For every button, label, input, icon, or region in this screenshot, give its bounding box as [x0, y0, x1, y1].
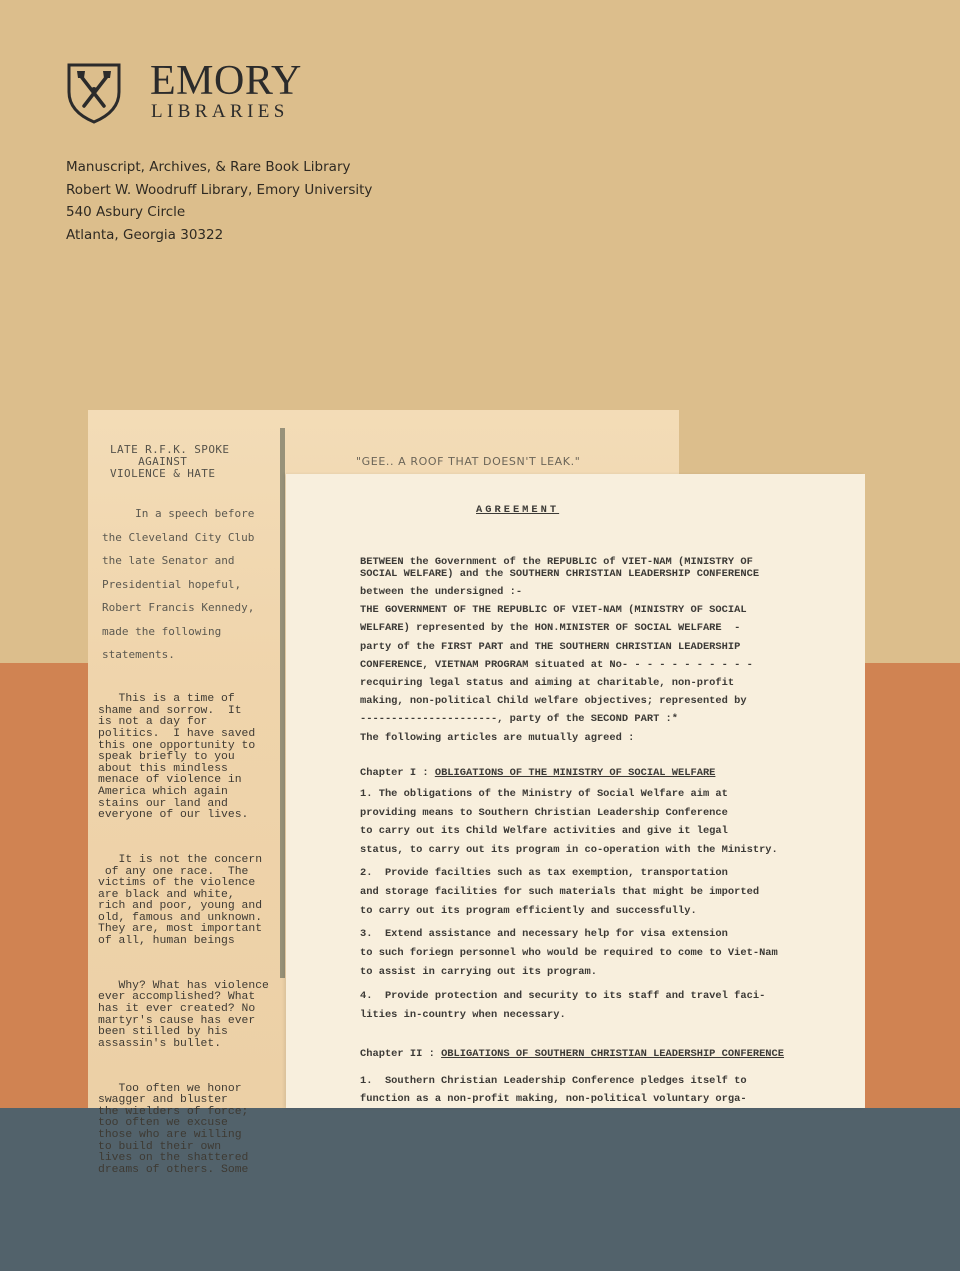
chapter-1-label: Chapter I :: [360, 767, 435, 779]
agreement-line: recquiring legal status and aiming at charitable, non-profit: [360, 677, 735, 689]
agreement-line: SOCIAL WELFARE) and the SOUTHERN CHRISTIAN LEADERSHIP CONFERENCE: [360, 568, 760, 580]
agreement-line: BETWEEN the Government of the REPUBLIC of VIET-NAM (MINISTRY OF: [360, 556, 753, 568]
clipping-paragraph: It is not the concern of any one race. The victims of the violence are black and white, rich and poor, young and old, famous and unknown. They are, most important of all, human beings: [98, 853, 263, 948]
brand-sub: LIBRARIES: [151, 101, 289, 122]
chapter-2-title: OBLIGATIONS OF SOUTHERN CHRISTIAN LEADERSHIP CONFERENCE: [441, 1048, 785, 1060]
agreement-title: AGREEMENT: [476, 504, 560, 516]
chapter-1-item: 4. Provide protection and security to its staff and travel faci- lities in-country when necessary.: [360, 990, 766, 1021]
agreement-line: THE GOVERNMENT OF THE REPUBLIC OF VIET-NAM (MINISTRY OF SOCIAL: [360, 604, 747, 616]
chapter-1-heading: [360, 767, 715, 779]
agreement-line: ----------------------, party of the SECOND PART :*: [360, 713, 679, 725]
clipping-paragraph: This is a time of shame and sorrow. It is not a day for politics. I have saved this one opportunity to speak briefly to you about this mindless menace of violence in America which again stains our land and everyone of our lives.: [98, 693, 256, 822]
chapter-2-label: Chapter II :: [360, 1048, 442, 1060]
chapter-1-title: OBLIGATIONS OF THE MINISTRY OF SOCIAL WELFARE: [434, 767, 716, 779]
chapter-1-item: 3. Extend assistance and necessary help for visa extension to such foriegn personnel who would be required to come to Viet-Nam to assist in carrying out its program.: [360, 928, 778, 978]
agreement-line: CONFERENCE, VIETNAM PROGRAM situated at No- - - - - - - - - - -: [360, 659, 753, 671]
chapter-1-item: 2. Provide facilties such as tax exemption, transportation and storage facilities for such materials that might be imported to carry out its program efficiently and successfully.: [360, 867, 760, 917]
shield-torch-icon: [66, 62, 122, 124]
clipping-headline: LATE R.F.K. SPOKE AGAINST VIOLENCE & HATE: [110, 443, 230, 480]
address-line: Robert W. Woodruff Library, Emory University: [66, 181, 373, 198]
address-line: Manuscript, Archives, & Rare Book Library: [66, 159, 351, 175]
cartoon-caption: "GEE.. A ROOF THAT DOESN'T LEAK.": [356, 455, 581, 468]
agreement-line: making, non-political Child welfare objectives; represented by: [360, 695, 747, 707]
clipping-paragraph: Why? What has violence ever accomplished? What has it ever created? No martyr's cause has ever been stilled by his assassin's bullet.: [98, 979, 269, 1050]
library-address: [66, 156, 372, 246]
address-line: 540 Asbury Circle: [66, 204, 186, 220]
agreement-document: [286, 474, 865, 1108]
clipping-paragraph: Too often we honor swagger and bluster the wielders of force; too often we excuse those who are willing to build their own lives on the shattered dreams of others. Some: [98, 1082, 249, 1176]
agreement-line: WELFARE) represented by the HON.MINISTER OF SOCIAL WELFARE -: [360, 622, 741, 634]
column-rule: [280, 428, 285, 978]
clipping-intro: In a speech before the Cleveland City Club the late Senator and Presidential hopeful, Robert Francis Kennedy, made the following statements.: [102, 507, 255, 661]
emory-libraries-logo: [66, 58, 306, 126]
clipping-body: [98, 671, 276, 1210]
agreement-line: between the undersigned :-: [360, 586, 523, 598]
brand-name: EMORY: [150, 58, 302, 104]
address-line: Atlanta, Georgia 30322: [66, 226, 224, 243]
chapter-2-heading: [360, 1048, 784, 1060]
agreement-line: party of the FIRST PART and THE SOUTHERN CHRISTIAN LEADERSHIP: [360, 641, 741, 653]
agreement-line: The following articles are mutually agreed :: [360, 732, 635, 744]
chapter-2-item: 1. Southern Christian Leadership Conference pledges itself to function as a non-profit making, non-political voluntary orga-: [360, 1075, 747, 1105]
chapter-1-item: 1. The obligations of the Ministry of Social Welfare aim at providing means to Southern Christian Leadership Conference to carry out its Child Welfare activities and give it legal status, to carry out its program in co-operation with the Ministry.: [360, 788, 778, 856]
